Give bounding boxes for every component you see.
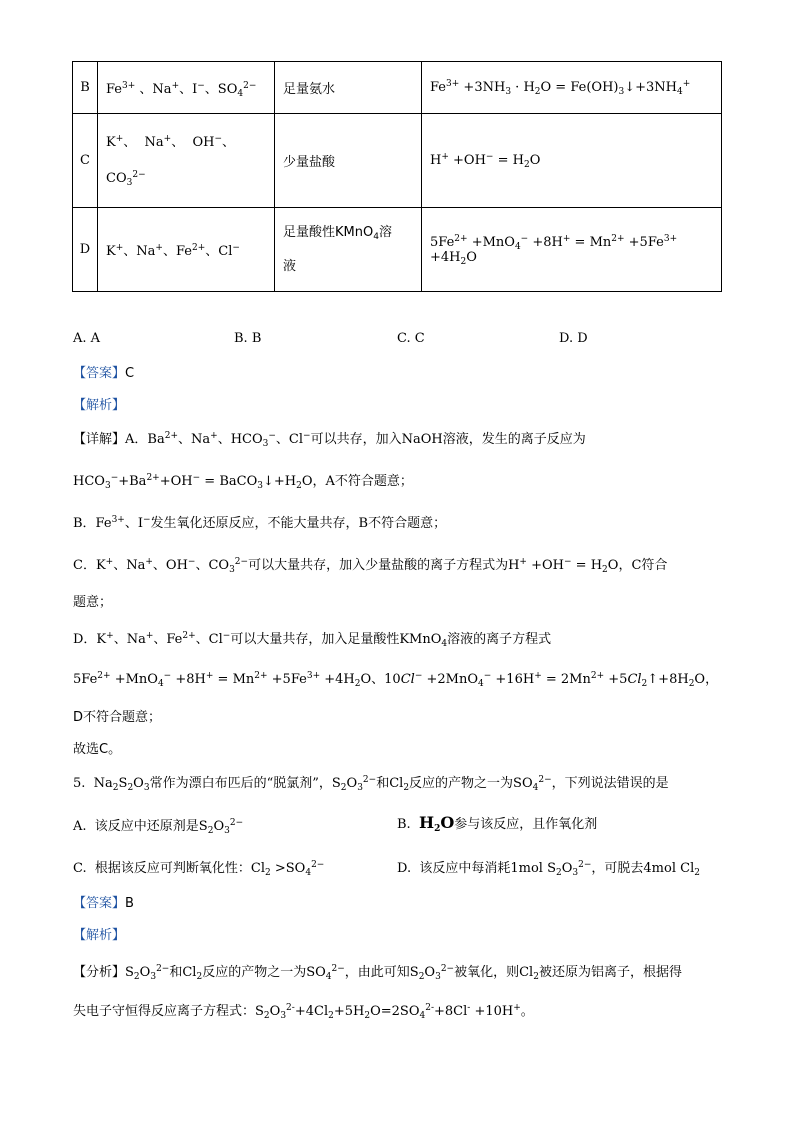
- ions-cell: $Fe^{3+}$ 、Na+、I−、$SO_4^{2-}$: [98, 62, 275, 114]
- equation-cell: $5Fe^{2+} +MnO_4^- +8H^+ = Mn^{2+} +5Fe^{3+} +4H_2O$: [422, 208, 722, 292]
- answer-line: [73, 362, 134, 381]
- q5-fenxi-line2: 失电子守恒得反应离子方程式：$S_2O_3^{2-}+4Cl_2+5H_2O=2SO_4^{2-}+8Cl^- +10H^+$。: [73, 1003, 534, 1021]
- ions-cell: K+、Na+、$Fe^{2+}$、Cl−: [98, 208, 275, 292]
- row-label: C: [73, 114, 98, 208]
- q5-fenxi-line1: [73, 961, 682, 980]
- option-c: C. C: [397, 331, 425, 346]
- option-b: B. B: [234, 331, 262, 346]
- table-row: [73, 114, 722, 208]
- reagent-cell: 少量盐酸: [275, 114, 422, 208]
- reagent-cell: 足量氨水: [275, 62, 422, 114]
- ions-cell: K+、 Na+、 OH−、 $CO_3^{2-}$: [98, 114, 275, 208]
- analysis-tag: 【解析】: [73, 398, 126, 413]
- detail-a-line2: $HCO_3^-+Ba^{2+}+OH^-$ = $BaCO_3↓+H_2O$，A不符合题意；: [73, 473, 413, 491]
- answer-tag: 【答案】: [73, 366, 126, 381]
- detail-d-line3: D不符合题意；: [73, 710, 162, 725]
- table-row: [73, 62, 722, 114]
- q5-option-d: D. 该反应中每消耗1mol $S_2O_3^{2-}$，可脱去4mol $Cl_2$: [397, 860, 700, 878]
- conclusion: 故选C。: [73, 742, 122, 757]
- reaction-table: [72, 61, 722, 292]
- detail-tag: 【详解】: [73, 432, 126, 447]
- table-row: [73, 208, 722, 292]
- option-d: D. D: [559, 331, 588, 346]
- detail-c-line1: C．K+、Na+、OH−、$CO_3^{2-}$可以大量共存，加入少量盐酸的离子方程式为$H^+ +OH^- = H_2O$，C符合: [73, 557, 668, 575]
- equation-cell: $H^+ +OH^- = H_2O$: [422, 114, 722, 208]
- detail-c-line2: 题意；: [73, 595, 113, 610]
- detail-d-line1: D．K+、Na+、$Fe^{2+}$、Cl−可以大量共存，加入足量酸性KMnO$_4$溶液的离子方程式: [73, 631, 552, 649]
- detail-a1-text: A．$Ba^{2+}$、Na+、$HCO_3^-$、Cl−可以共存，加入NaOH溶液，发生的离子反应为: [125, 431, 586, 449]
- q5-answer-line: [73, 892, 134, 911]
- answer-tag: 【答案】: [73, 896, 126, 911]
- row-label: B: [73, 62, 98, 114]
- q5-option-b: B. $H_2O$参与该反应，且作氧化剂: [397, 813, 598, 834]
- option-a: A. A: [73, 331, 101, 346]
- q5-option-c: C. 根据该反应可判断氧化性：$Cl_2 >SO_4^{2-}$: [73, 860, 325, 878]
- fenxi-tag: 【分析】: [73, 965, 126, 980]
- reagent-cell: 足量酸性KMnO$_4$溶 液: [275, 208, 422, 292]
- detail-d-line2: $5Fe^{2+} +MnO_4^- +8H^+ = Mn^{2+} +5Fe^{3+} +4H_2O$、$10Cl^- +2MnO_4^- +16H^+ = 2Mn^{2+}$ $+5Cl_2↑+8H_2O$，: [73, 671, 719, 689]
- detail-b-line: B．$Fe^{3+}$、I−发生氧化还原反应，不能大量共存，B不符合题意；: [73, 515, 447, 531]
- answer-value: C: [125, 366, 135, 381]
- row-label: D: [73, 208, 98, 292]
- answer-value: B: [125, 896, 134, 911]
- fenxi-text: $S_2O_3^{2-}$和$Cl_2$反应的产物之一为$SO_4^{2-}$，由此可知$S_2O_3^{2-}$被氧化，则$Cl_2$被还原为铝离子，根据得: [125, 964, 682, 982]
- q5-stem: 5. $Na_2S_2O_3$常作为漂白布匹后的“脱氯剂”，$S_2O_3^{2-}$和$Cl_2$反应的产物之一为$SO_4^{2-}$，下列说法错误的是: [73, 775, 669, 793]
- q5-option-a: A. 该反应中还原剂是$S_2O_3^{2-}$: [73, 818, 244, 836]
- q5-analysis-tag: 【解析】: [73, 928, 126, 943]
- detail-a-line1: [73, 428, 586, 447]
- equation-cell: $Fe^{3+} +3NH_3 \cdot H_2O$ = $Fe(OH)_3↓+3NH_4^+$: [422, 62, 722, 114]
